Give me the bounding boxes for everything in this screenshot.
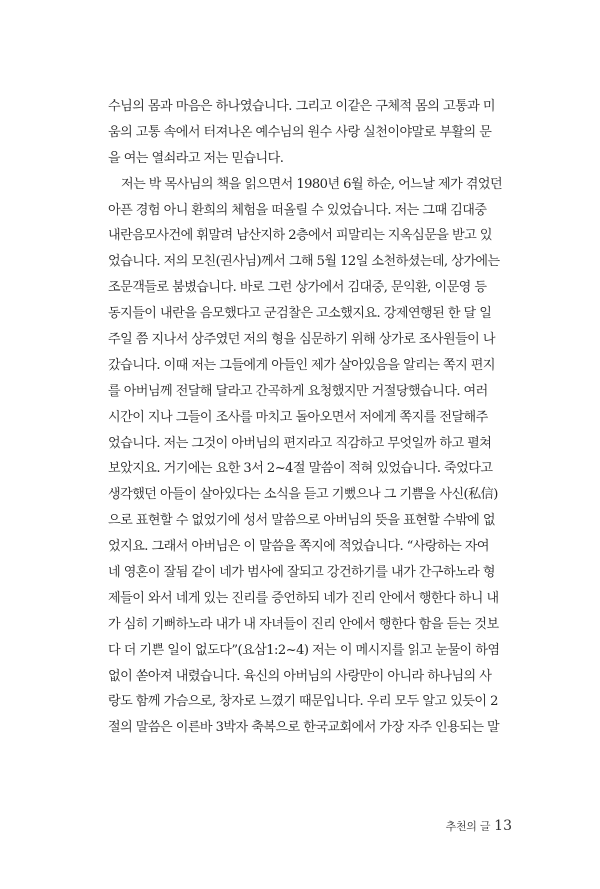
- text-line: 랑도 함께 가슴으로, 창자로 느꼈기 때문입니다. 우리 모두 알고 있듯이 2: [108, 694, 498, 710]
- page-footer: [446, 815, 512, 834]
- paragraph-start-line: 저는 박 목사님의 책을 읽으면서 1980년 6월 하순, 어느날 제가 겪었던: [121, 176, 503, 192]
- text-line: 조문객들로 붐볐습니다. 바로 그런 상가에서 김대중, 문익환, 이문영 등: [108, 280, 487, 296]
- text-line: 주일 쯤 지나서 상주였던 저의 형을 심문하기 위해 상가로 조사원들이 나: [108, 332, 495, 348]
- text-line: 를 아버님께 전달해 달라고 간곡하게 요청했지만 거절당했습니다. 여러: [108, 383, 488, 399]
- text-line: 을 여는 열쇠라고 저는 믿습니다.: [108, 150, 284, 166]
- text-line: 었지요. 그래서 아버님은 이 말씀을 쪽지에 적었습니다. “사랑하는 자여: [108, 539, 490, 555]
- body-text: [108, 94, 512, 741]
- text-line: 움의 고통 속에서 터져나온 예수님의 원수 사랑 실천이야말로 부활의 문: [108, 124, 492, 140]
- text-line: 수님의 몸과 마음은 하나였습니다. 그리고 이같은 구체적 몸의 고통과 미: [108, 99, 495, 114]
- text-line: 제들이 와서 네게 있는 진리를 증언하되 네가 진리 안에서 행한다 하니 내: [108, 590, 499, 606]
- page-number: 13: [494, 818, 512, 834]
- text-line: 으로 표현할 수 없었기에 성서 말씀으로 아버님의 뜻을 표현할 수밖에 없: [108, 513, 495, 529]
- text-line: 갔습니다. 이때 저는 그들에게 아들인 제가 살아있음을 알리는 쪽지 편지: [108, 357, 495, 373]
- text-line: 었습니다. 저의 모친(권사님)께서 그해 5월 12일 소천하셨는데, 상가에는: [108, 254, 500, 270]
- text-line: 없이 쏟아져 내렸습니다. 육신의 아버님의 사랑만이 아니라 하나님의 사: [108, 668, 492, 684]
- text-line: 보았지요. 거기에는 요한 3서 2~4절 말씀이 적혀 있었습니다. 죽었다고: [108, 461, 493, 477]
- text-line: 네 영혼이 잘됨 같이 네가 범사에 잘되고 강건하기를 내가 간구하노라 형: [108, 565, 495, 581]
- text-line: 절의 말씀은 이른바 3박자 축복으로 한국교회에서 가장 자주 인용되는 말: [108, 720, 500, 736]
- text-line: 가 심히 기뻐하노라 내가 내 자녀들이 진리 안에서 행한다 함을 듣는 것보: [108, 616, 499, 632]
- text-line: 생각했던 아들이 살아있다는 소식을 듣고 기뻤으나 그 기쁨을 사신(私信): [108, 487, 498, 503]
- text-line: 었습니다. 저는 그것이 아버님의 편지라고 직감하고 무엇일까 하고 펼쳐: [108, 435, 492, 451]
- text-line: 다 더 기쁜 일이 없도다”(요삼1:2~4) 저는 이 메시지를 읽고 눈물이 하염: [108, 642, 500, 658]
- text-line: 내란음모사건에 휘말려 남산지하 2층에서 피말리는 지옥심문을 받고 있: [108, 228, 492, 244]
- text-line: 아픈 경험 아니 환희의 체험을 떠올릴 수 있었습니다. 저는 그때 김대중: [108, 202, 487, 218]
- text-line: 시간이 지나 그들이 조사를 마치고 돌아오면서 저에게 쪽지를 전달해주: [108, 409, 488, 425]
- running-footer-title: 추천의 글: [445, 820, 491, 833]
- text-line: 동지들이 내란을 음모했다고 군검찰은 고소했지요. 강제연행된 한 달 일: [108, 306, 492, 322]
